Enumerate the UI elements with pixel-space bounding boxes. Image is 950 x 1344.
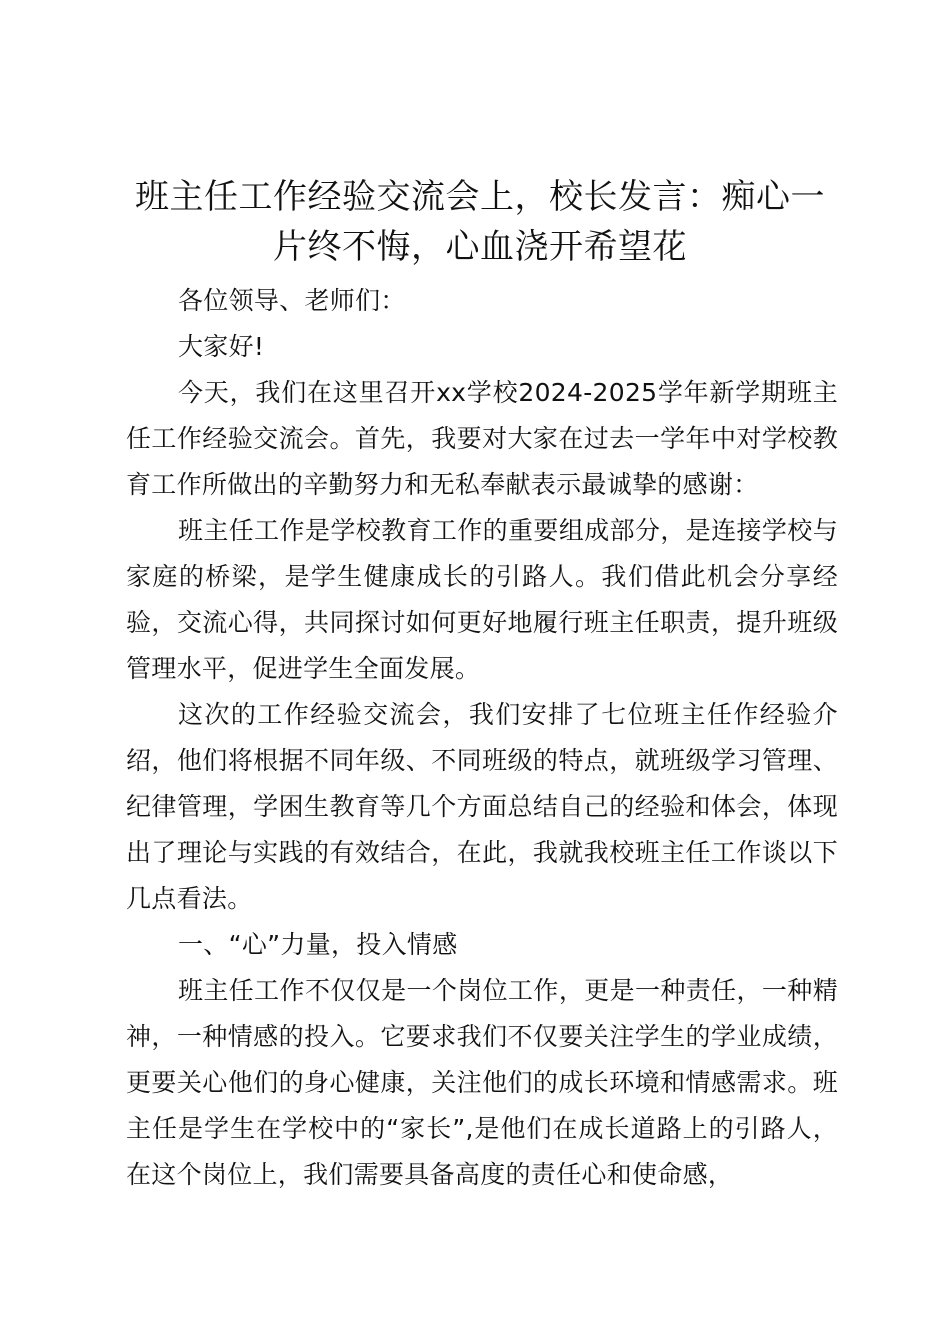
paragraph-meeting: 这次的工作经验交流会，我们安排了七位班主任作经验介绍，他们将根据不同年级、不同班级的特点，就班级学习管理、纪律管理，学困生教育等几个方面总结自己的经验和体会，体现出了理论与实践的有效结合，在此，我就我校班主任工作谈以下几点看法。 [126,700,838,913]
paragraph-intro: 今天，我们在这里召开xx学校2024-2025学年新学期班主任工作经验交流会。首先，我要对大家在过去一学年中对学校教育工作所做出的辛勤努力和无私奉献表示最诚挚的感谢： [126,378,838,499]
section-heading-1: 一、“心”力量，投入情感 [178,930,458,959]
salutation: 各位领导、老师们： [178,286,406,315]
document-body [126,278,838,1198]
paragraph-section-1: 班主任工作不仅仅是一个岗位工作，更是一种责任，一种精神，一种情感的投入。它要求我们不仅要关注学生的学业成绩，更要关心他们的身心健康，关注他们的成长环境和情感需求。班主任是学生在学校中的“家长”,是他们在成长道路上的引路人，在这个岗位上，我们需要具备高度的责任心和使命感， [126,976,838,1189]
document-title: 班主任工作经验交流会上，校长发言：痴心一片终不悔，心血浇开希望花 [135,177,825,267]
paragraph-role: 班主任工作是学校教育工作的重要组成部分，是连接学校与家庭的桥梁，是学生健康成长的引路人。我们借此机会分享经验，交流心得，共同探讨如何更好地履行班主任职责，提升班级管理水平，促进学生全面发展。 [126,516,838,683]
greeting: 大家好! [178,332,265,361]
